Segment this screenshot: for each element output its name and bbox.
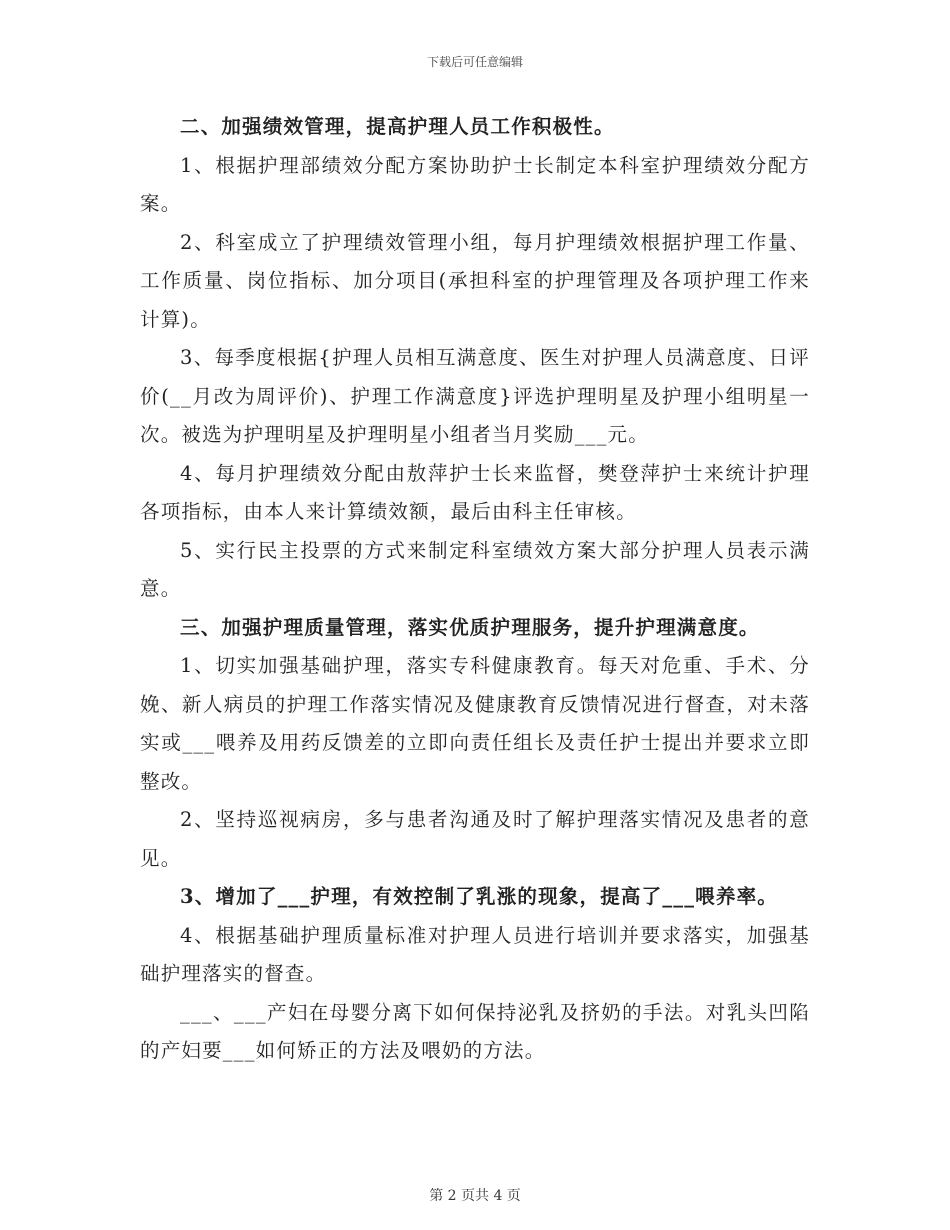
section-heading-2: 二、加强绩效管理，提高护理人员工作积极性。 bbox=[180, 115, 615, 138]
paragraph: 4、根据基础护理质量标准对护理人员进行培训并要求落实，加强基础护理落实的督查。 bbox=[140, 923, 810, 985]
paragraph: ___、___产妇在母婴分离下如何保持泌乳及挤奶的手法。对乳头凹陷的产妇要___如何矫正的方法及喂奶的方法。 bbox=[140, 1000, 810, 1062]
bold-paragraph: 3、增加了___护理，有效控制了乳涨的现象，提高了___喂养率。 bbox=[180, 885, 778, 908]
paragraph: 4、每月护理绩效分配由敖萍护士长来监督，樊登萍护士来统计护理各项指标，由本人来计算绩效额，最后由科主任审核。 bbox=[140, 461, 810, 523]
page-footer: 第 2 页共 4 页 bbox=[429, 1188, 521, 1204]
paragraph: 2、科室成立了护理绩效管理小组，每月护理绩效根据护理工作量、工作质量、岗位指标、加分项目(承担科室的护理管理及各项护理工作来计算)。 bbox=[140, 230, 810, 331]
document-body bbox=[140, 108, 810, 1071]
page-header: 下载后可任意编辑 bbox=[426, 55, 523, 69]
paragraph: 1、根据护理部绩效分配方案协助护士长制定本科室护理绩效分配方案。 bbox=[140, 153, 810, 215]
paragraph: 2、坚持巡视病房，多与患者沟通及时了解护理落实情况及患者的意见。 bbox=[140, 808, 810, 870]
paragraph: 5、实行民主投票的方式来制定科室绩效方案大部分护理人员表示满意。 bbox=[140, 538, 810, 600]
section-heading-3: 三、加强护理质量管理，落实优质护理服务，提升护理满意度。 bbox=[180, 615, 760, 639]
paragraph: 3、每季度根据{护理人员相互满意度、医生对护理人员满意度、日评价(__月改为周评价)、护理工作满意度}评选护理明星及护理小组明星一次。被选为护理明星及护理明星小组者当月奖励___元。 bbox=[140, 346, 810, 446]
paragraph: 1、切实加强基础护理，落实专科健康教育。每天对危重、手术、分娩、新人病员的护理工作落实情况及健康教育反馈情况进行督查，对未落实或___喂养及用药反馈差的立即向责任组长及责任护士提出并要求立即整改。 bbox=[140, 654, 810, 793]
